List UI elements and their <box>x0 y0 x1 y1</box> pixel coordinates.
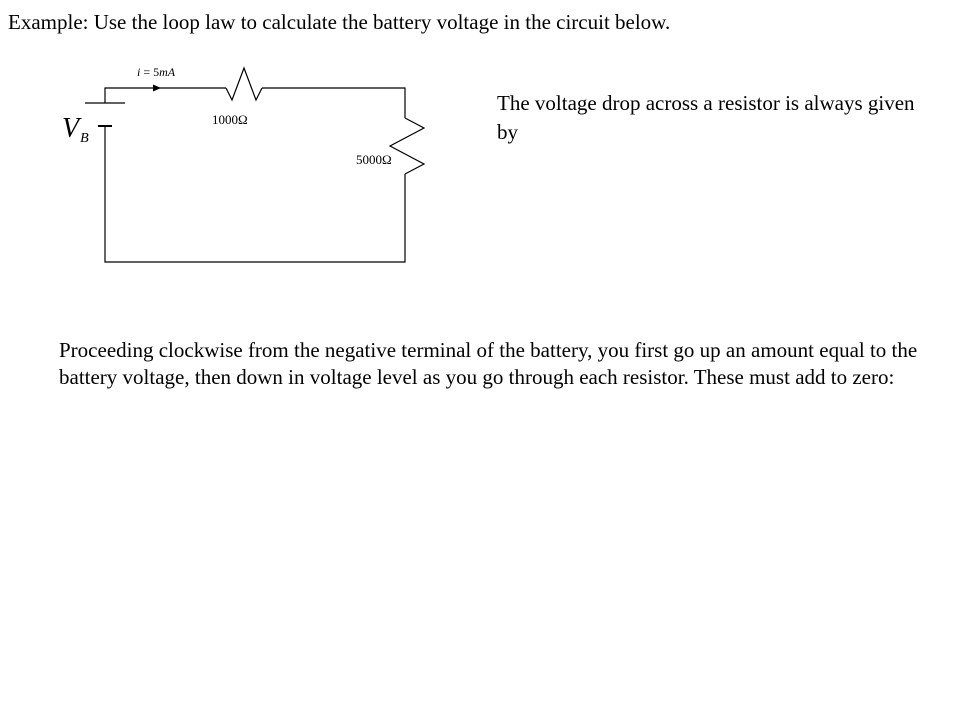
current-arrow-icon <box>153 85 161 92</box>
current-unit: mA <box>159 65 176 79</box>
battery-label-sub: B <box>80 131 89 146</box>
loop-law-explanation: Proceeding clockwise from the negative terminal of the battery, you first go up an amount equal to the battery voltage, then down in voltage level as you go through each resistor. These must add to zero: <box>59 338 918 389</box>
battery-symbol <box>85 103 125 126</box>
resistor-5000-symbol <box>390 118 424 174</box>
resistor-5000-label: 5000Ω <box>356 152 392 167</box>
battery-label-main: V <box>62 113 80 144</box>
top-right-wire <box>262 88 405 118</box>
current-label: i = 5mA <box>137 65 176 79</box>
resistor-voltage-note: The voltage drop across a resistor is always given by <box>497 91 915 144</box>
bottom-loop-wire <box>105 126 405 262</box>
battery-label <box>62 113 89 146</box>
circuit-wires <box>105 88 405 262</box>
resistor-1000-symbol <box>226 68 262 100</box>
top-left-wire <box>105 88 226 103</box>
resistor-1000-label: 1000Ω <box>212 112 248 127</box>
problem-title: Example: Use the loop law to calculate the battery voltage in the circuit below. <box>8 10 671 34</box>
